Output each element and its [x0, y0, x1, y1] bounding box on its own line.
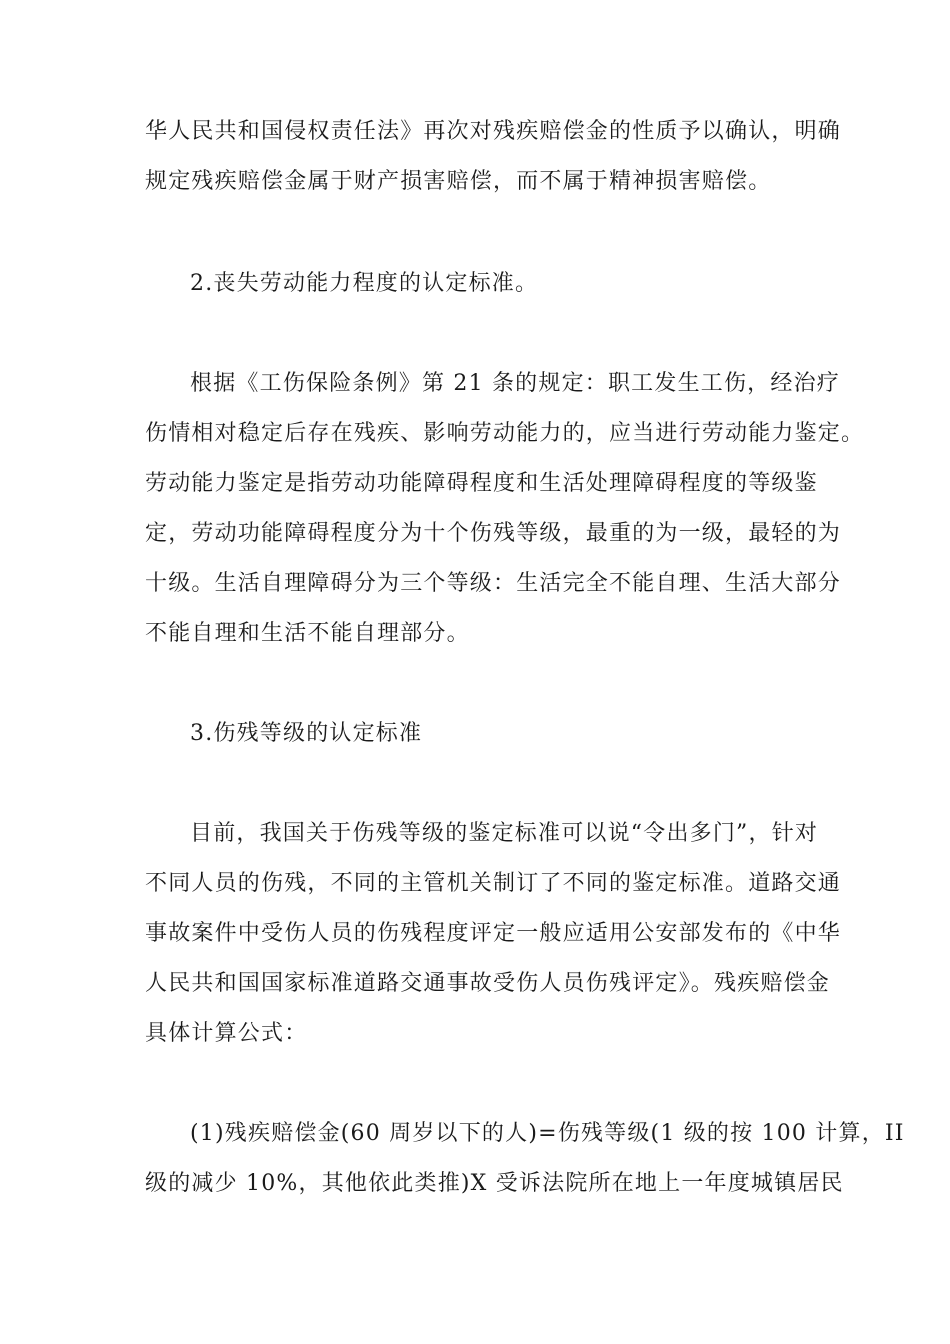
- paragraph-line: 定，劳动功能障碍程度分为十个伤残等级，最重的为一级，最轻的为: [145, 521, 842, 546]
- paragraph-line: 不能自理和生活不能自理部分。: [145, 621, 470, 646]
- paragraph-line: 事故案件中受伤人员的伤残程度评定一般应适用公安部发布的《中华: [145, 921, 842, 946]
- paragraph-line: 根据《工伤保险条例》第 21 条的规定：职工发生工伤，经治疗: [190, 371, 840, 396]
- paragraph-line: 级的减少 10%，其他依此类推)X 受诉法院所在地上一年度城镇居民: [145, 1171, 844, 1196]
- paragraph-line: 华人民共和国侵权责任法》再次对残疾赔偿金的性质予以确认，明确: [145, 119, 842, 144]
- paragraph-line: 目前，我国关于伤残等级的鉴定标准可以说“令出多门”，针对: [190, 821, 819, 846]
- paragraph-line: 具体计算公式：: [145, 1021, 308, 1046]
- paragraph-line: (1)残疾赔偿金(60 周岁以下的人)=伤残等级(1 级的按 100 计算，II: [190, 1121, 905, 1146]
- paragraph-line: 规定残疾赔偿金属于财产损害赔偿，而不属于精神损害赔偿。: [145, 169, 772, 194]
- paragraph-line: 伤情相对稳定后存在残疾、影响劳动能力的，应当进行劳动能力鉴定。: [145, 421, 865, 446]
- paragraph-line: 十级。生活自理障碍分为三个等级：生活完全不能自理、生活大部分: [145, 571, 842, 596]
- section-heading: 3.伤残等级的认定标准: [190, 721, 423, 746]
- paragraph-line: 人民共和国国家标准道路交通事故受伤人员伤残评定》。残疾赔偿金: [145, 971, 831, 996]
- section-heading: 2.丧失劳动能力程度的认定标准。: [190, 271, 539, 296]
- paragraph-line: 不同人员的伤残，不同的主管机关制订了不同的鉴定标准。道路交通: [145, 871, 842, 896]
- paragraph-line: 劳动能力鉴定是指劳动功能障碍程度和生活处理障碍程度的等级鉴: [145, 471, 818, 496]
